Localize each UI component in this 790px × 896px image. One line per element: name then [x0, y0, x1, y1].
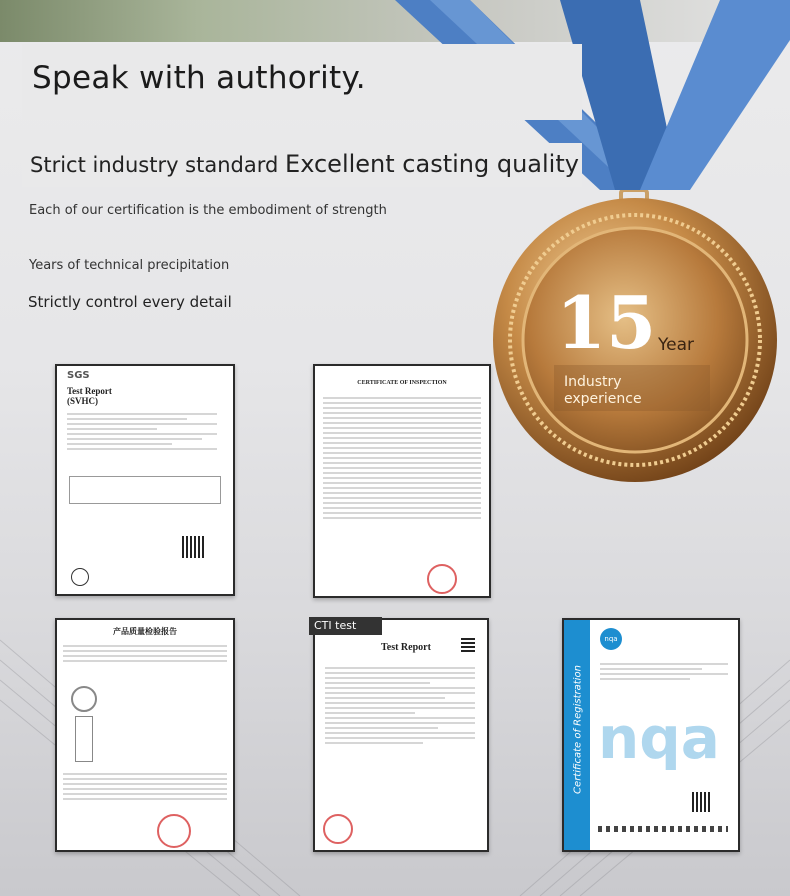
sgs-logo: SGS [67, 370, 90, 381]
sgs-qr-code [182, 536, 204, 558]
tagline-years: Years of technical precipitation [29, 258, 230, 273]
headline: Speak with authority. [32, 60, 366, 96]
subheadline-left: Strict industry standard [30, 153, 279, 177]
tagline-certification: Each of our certification is the embodiment of strength [29, 203, 387, 218]
nqa-watermark: nqa [598, 704, 720, 772]
cti-test-label: CTI test [309, 617, 382, 635]
subheadline-right: Excellent casting quality [285, 150, 579, 178]
part-drawing-ring [71, 686, 97, 712]
sgs-summary-box [69, 476, 221, 504]
inspection-table [323, 394, 481, 522]
certificate-inspection [313, 364, 491, 598]
nqa-body-lines [600, 660, 728, 683]
quality-report-table [63, 642, 227, 665]
nqa-vertical-text: Certificate of Registration [572, 665, 584, 794]
cti-body-lines [325, 664, 475, 747]
medal-caption-2: experience [564, 391, 642, 407]
certificate-cti [313, 618, 489, 852]
sgs-seal [71, 568, 89, 586]
medal-caption-1: Industry [564, 374, 622, 390]
part-drawing-bolt [75, 716, 93, 762]
quality-report-results [63, 770, 227, 803]
tagline-detail: Strictly control every detail [28, 293, 232, 311]
medal-unit: Year [658, 335, 694, 355]
inspection-red-seal [427, 564, 457, 594]
quality-report-title: 产品质量检验报告 [113, 627, 177, 636]
nqa-logo: nqa [600, 628, 622, 650]
certificate-quality-report [55, 618, 235, 852]
nqa-footer-marks [598, 826, 728, 832]
certificate-nqa [562, 618, 740, 852]
medal-number: 15 [556, 280, 657, 365]
medal [488, 190, 782, 484]
sgs-title: Test Report [67, 386, 112, 396]
subheadline [30, 150, 579, 178]
cti-qr-code [461, 638, 475, 652]
sgs-code: (SVHC) [67, 396, 98, 406]
certificate-sgs [55, 364, 235, 596]
cti-title: Test Report [381, 642, 431, 653]
sgs-body-lines [67, 410, 217, 453]
quality-red-seal [157, 814, 191, 848]
cti-red-seal [323, 814, 353, 844]
inspection-title: CERTIFICATE OF INSPECTION [357, 380, 447, 386]
nqa-qr-code [692, 792, 712, 812]
